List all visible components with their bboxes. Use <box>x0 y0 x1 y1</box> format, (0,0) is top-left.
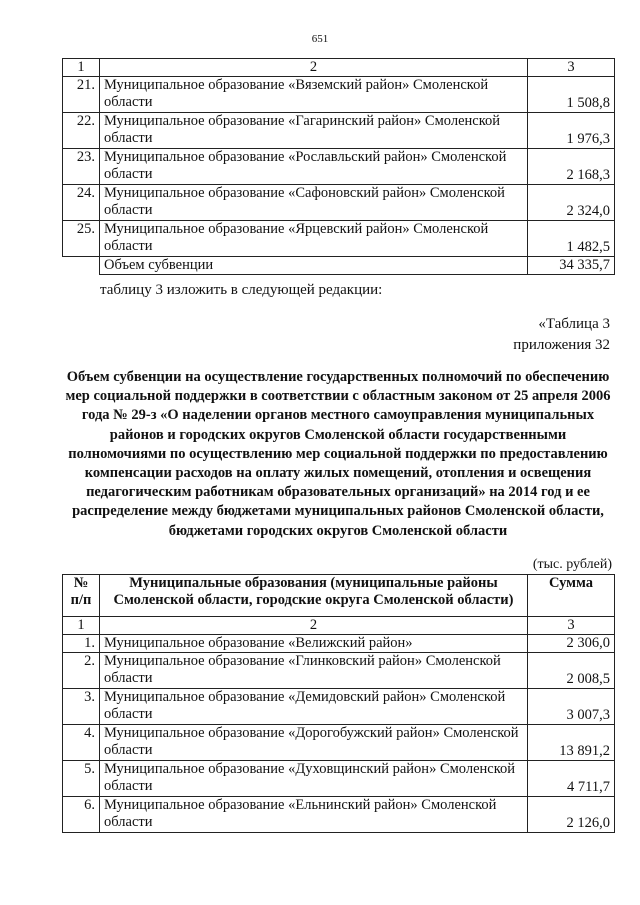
page-number: 651 <box>311 33 329 45</box>
table-row <box>63 185 615 221</box>
subvention-amount: 3 007,3 <box>528 689 615 725</box>
col-index-3: 3 <box>528 617 615 635</box>
intro-text: таблицу 3 изложить в следующей редакции: <box>100 282 383 298</box>
row-number: 3. <box>63 689 100 725</box>
col-index-3: 3 <box>528 59 615 77</box>
table-row <box>63 725 615 761</box>
subvention-amount: 13 891,2 <box>528 725 615 761</box>
subvention-amount: 4 711,7 <box>528 761 615 797</box>
table-row <box>63 635 615 653</box>
municipality-name: Муниципальное образование «Велижский район» <box>100 635 528 653</box>
row-number: 5. <box>63 761 100 797</box>
table-reference <box>513 314 610 356</box>
col-index-2: 2 <box>100 617 528 635</box>
subvention-amount: 2 168,3 <box>528 149 615 185</box>
header-municipality: Муниципальные образования (муниципальные районы Смоленской области, городские округа Смоленской области) <box>100 575 528 617</box>
row-number: 21. <box>63 77 100 113</box>
subvention-amount: 2 008,5 <box>528 653 615 689</box>
table-index-row <box>63 59 615 77</box>
table-row <box>63 797 615 833</box>
table-row <box>63 113 615 149</box>
table-header-row <box>63 575 615 617</box>
municipality-name: Муниципальное образование «Сафоновский район» Смоленской области <box>100 185 528 221</box>
row-number: 6. <box>63 797 100 833</box>
table-row <box>63 221 615 257</box>
header-number: № п/п <box>63 575 100 617</box>
municipality-name: Муниципальное образование «Ельнинский район» Смоленской области <box>100 797 528 833</box>
total-blank-cell <box>63 257 100 275</box>
table-reference-line-1: «Таблица 3 <box>538 316 610 332</box>
municipality-name: Муниципальное образование «Вяземский район» Смоленской области <box>100 77 528 113</box>
subvention-amount: 2 306,0 <box>528 635 615 653</box>
table-row <box>63 77 615 113</box>
municipality-name: Муниципальное образование «Гагаринский район» Смоленской области <box>100 113 528 149</box>
row-number: 25. <box>63 221 100 257</box>
table-row <box>63 149 615 185</box>
subvention-distribution-table <box>62 574 615 833</box>
subvention-amount: 1 482,5 <box>528 221 615 257</box>
table-title: Объем субвенции на осуществление государственных полномочий по обеспечению мер социальной поддержки в соответствии с областным законом от 25 апреля 2006 года № 29-з «О наделении органов местного самоуправления муниципальных районов и городских округов Смоленской области государственными полномочиями по осуществлению мер социальной поддержки по предоставлению компенсации расходов на оплату жилых помещений, отопления и освещения педагогическим работникам образовательных организаций» на 2014 год и ее распределение между бюджетами муниципальных районов Смоленской области, бюджетами городских округов Смоленской области <box>65 369 611 539</box>
municipality-name: Муниципальное образование «Рославльский район» Смоленской области <box>100 149 528 185</box>
col-index-1: 1 <box>63 617 100 635</box>
municipality-name: Муниципальное образование «Дорогобужский район» Смоленской области <box>100 725 528 761</box>
subvention-amount: 1 508,8 <box>528 77 615 113</box>
table-index-row <box>63 617 615 635</box>
subvention-amount: 2 324,0 <box>528 185 615 221</box>
municipality-name: Муниципальное образование «Ярцевский район» Смоленской области <box>100 221 528 257</box>
municipality-name: Муниципальное образование «Глинковский район» Смоленской области <box>100 653 528 689</box>
units-label: (тыс. рублей) <box>532 557 612 572</box>
table-row <box>63 689 615 725</box>
row-number: 2. <box>63 653 100 689</box>
row-number: 1. <box>63 635 100 653</box>
table-reference-line-2: приложения 32 <box>513 337 610 353</box>
table-row <box>63 653 615 689</box>
subvention-amount: 1 976,3 <box>528 113 615 149</box>
row-number: 22. <box>63 113 100 149</box>
municipality-name: Муниципальное образование «Демидовский район» Смоленской области <box>100 689 528 725</box>
col-index-1: 1 <box>63 59 100 77</box>
table-total-row <box>63 257 615 275</box>
subvention-amount: 2 126,0 <box>528 797 615 833</box>
table-row <box>63 761 615 797</box>
total-label: Объем субвенции <box>100 257 528 275</box>
col-index-2: 2 <box>100 59 528 77</box>
row-number: 4. <box>63 725 100 761</box>
municipality-name: Муниципальное образование «Духовщинский район» Смоленской области <box>100 761 528 797</box>
header-sum: Сумма <box>528 575 615 617</box>
subvention-table-continued <box>62 58 615 275</box>
row-number: 23. <box>63 149 100 185</box>
row-number: 24. <box>63 185 100 221</box>
total-amount: 34 335,7 <box>528 257 615 275</box>
